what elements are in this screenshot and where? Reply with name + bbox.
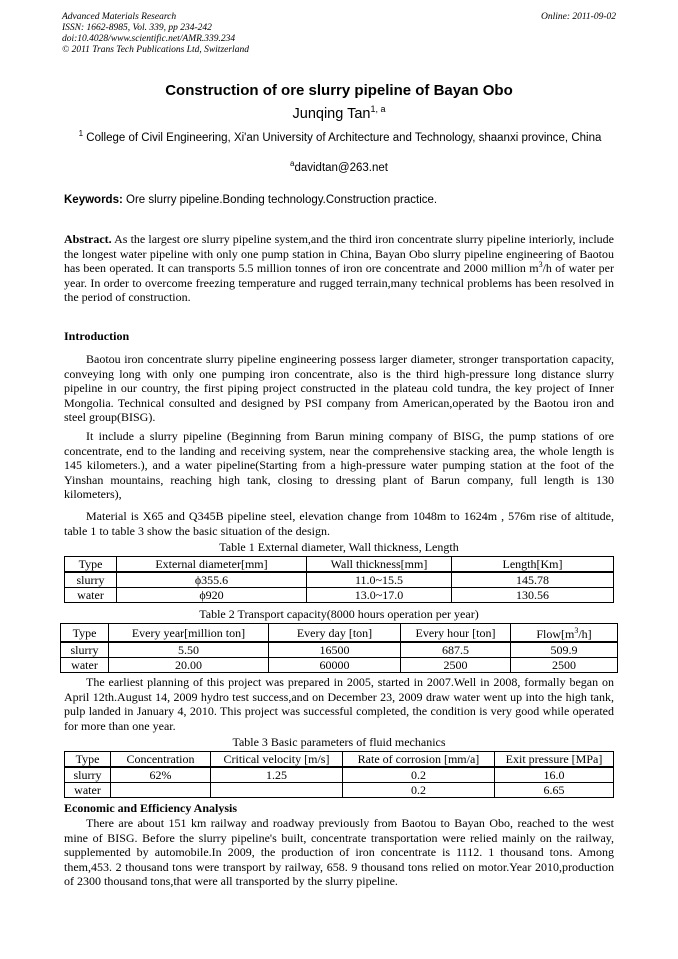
table-cell: 2500: [511, 658, 618, 673]
flow-header-superscript: 3: [574, 626, 579, 635]
keywords: [64, 194, 437, 206]
issn-line: ISSN: 1662-8985, Vol. 339, pp 234-242: [62, 23, 212, 33]
table-cell: 20.00: [109, 658, 269, 673]
table-row: [61, 642, 618, 658]
table1-header-cell: External diameter[mm]: [117, 557, 307, 573]
table2-header-cell: Every day [ton]: [269, 624, 401, 643]
table-cell: water: [61, 658, 109, 673]
table-row: [65, 783, 614, 798]
table1-header-cell: Type: [65, 557, 117, 573]
table-cell: 509.9: [511, 642, 618, 658]
keywords-label: Keywords:: [64, 194, 123, 206]
abstract-superscript: 3: [538, 260, 543, 270]
table3-header-cell: Type: [65, 752, 111, 768]
planning-paragraph: The earliest planning of this project was prepared in 2005, started in 2007.Well in 2008, formally began on April 12th.August 14, 2009 hydro test success,and on December 23, 2009 draw water went up into the high tank, pulp landed in January 4, 2010. This project was successful completed, the condition is very good while operated for more than one year.: [64, 675, 614, 733]
economic-heading: Economic and Efficiency Analysis: [64, 801, 238, 815]
table-row: [61, 658, 618, 673]
table2-header-cell: [511, 624, 618, 643]
table-cell: 687.5: [401, 642, 511, 658]
table-cell: 2500: [401, 658, 511, 673]
abstract: [64, 232, 614, 305]
affiliation-superscript: 1: [78, 129, 84, 138]
flow-header-text: Flow[m: [536, 627, 575, 641]
email-line: [0, 159, 678, 174]
table-cell: slurry: [65, 767, 111, 783]
table2-header-cell: Every year[million ton]: [109, 624, 269, 643]
table2-caption: Table 2 Transport capacity(8000 hours operation per year): [199, 607, 479, 621]
table-cell: 130.56: [452, 588, 614, 603]
table1-header-cell: Wall thickness[mm]: [307, 557, 452, 573]
table-cell: ϕ920: [117, 588, 307, 603]
table3-header-cell: Rate of corrosion [mm/a]: [343, 752, 495, 768]
table-cell: 145.78: [452, 572, 614, 588]
intro-paragraph-3: Material is X65 and Q345B pipeline steel, elevation change from 1048m to 1624m , 576m rise of altitude, table 1 to table 3 show the basic situation of the design.: [64, 509, 614, 538]
table2-header-row: [61, 624, 618, 643]
table2-header-cell: Type: [61, 624, 109, 643]
table1-header-cell: Length[Km]: [452, 557, 614, 573]
table1-caption: Table 1 External diameter, Wall thickness, Length: [219, 540, 459, 554]
email-superscript: a: [290, 159, 295, 168]
table-cell: ϕ355.6: [117, 572, 307, 588]
doi-line: doi:10.4028/www.scientific.net/AMR.339.234: [62, 34, 236, 44]
economic-paragraph: There are about 151 km railway and roadway previously from Baotou to Bayan Obo, reached to the west mine of BISG. Before the slurry pipeline's built, concentrate transportation were relied mainly on the railway, supplemented by automobile.In 2009, the production of iron concentrate is 1112. 1 thousand tons. Among them,453. 2 thousand tons were transport by railway, 658. 9 thousand tons relied on motor.Year 2010,production of 2300 thousand tons,that were all transported by the slurry pipeline.: [64, 816, 614, 889]
author-name: Junqing Tan: [292, 105, 371, 122]
table-cell: slurry: [65, 572, 117, 588]
abstract-text-a: As the largest ore slurry pipeline system,and the third iron concentrate slurry pipeline interiorly, include the longest water pipeline with only one pump station in China, Bayan Obo slurry pipeline engineering of Baotou has been operated. It can transports 5.5 million tonnes of iron ore concentrate and 2000 million m: [64, 232, 614, 276]
table3-caption: Table 3 Basic parameters of fluid mechanics: [232, 735, 446, 749]
abstract-label: Abstract.: [64, 232, 112, 246]
abstract-text-b: /h of water per year. In order to overcome freezing temperature and rugged terrain,many technical problems has been resolved in the period of construction.: [64, 261, 614, 305]
table-cell: [111, 783, 211, 798]
paper-title: Construction of ore slurry pipeline of Bayan Obo: [165, 82, 513, 99]
table-cell: water: [65, 588, 117, 603]
table2-header-cell: Every hour [ton]: [401, 624, 511, 643]
table-1: [64, 556, 614, 603]
table-cell: 1.25: [211, 767, 343, 783]
table3-header-cell: Exit pressure [MPa]: [495, 752, 614, 768]
intro-paragraph-1: Baotou iron concentrate slurry pipeline engineering possess larger diameter, stronger transportation capacity, conveying long with only one pumping iron concentrate, also is the third high-pressure long distance slurry pipeline in our country, the first piping project constructed in the plateau cold tundra, the key project of Inner Mongolia. Technical consulted and designed by PSI company from American,operated by the Baotou iron and steel group(BISG).: [64, 352, 614, 425]
online-date: Online: 2011-09-02: [540, 12, 616, 22]
author-email: davidtan@263.net: [294, 161, 388, 174]
table-cell: 0.2: [343, 783, 495, 798]
table1-header-row: [65, 557, 614, 573]
copyright-line: © 2011 Trans Tech Publications Ltd, Switzerland: [62, 45, 249, 55]
affiliation-text: College of Civil Engineering, Xi'an University of Architecture and Technology, shaanxi province, China: [86, 131, 602, 144]
table-cell: 62%: [111, 767, 211, 783]
introduction-heading: Introduction: [64, 329, 130, 343]
table3-header-row: [65, 752, 614, 768]
table3-header-cell: Critical velocity [m/s]: [211, 752, 343, 768]
author-superscript: 1, a: [370, 104, 386, 114]
author-line: [0, 104, 678, 122]
table-cell: 13.0~17.0: [307, 588, 452, 603]
table-cell: [211, 783, 343, 798]
table-row: [65, 572, 614, 588]
table-cell: 60000: [269, 658, 401, 673]
journal-name: Advanced Materials Research: [62, 12, 177, 22]
flow-header-unit: /h]: [578, 627, 592, 641]
table-cell: 0.2: [343, 767, 495, 783]
affiliation: [70, 127, 610, 145]
table-cell: 6.65: [495, 783, 614, 798]
table-cell: 5.50: [109, 642, 269, 658]
table-cell: slurry: [61, 642, 109, 658]
intro-paragraph-2: It include a slurry pipeline (Beginning from Barun mining company of BISG, the pump stations of ore concentrate, end to the landing and receiving system, near the comprehensive stacking area, the whole length is 145 kilometers.), and a water pipeline(Starting from a high-pressure water pumping station at the foot of the Yinshan mountains, reaching high tank, closing to dressing plant of Barun company, full length is 130 kilometers),: [64, 429, 614, 502]
table-cell: 16500: [269, 642, 401, 658]
table-row: [65, 767, 614, 783]
keywords-text: Ore slurry pipeline.Bonding technology.Construction practice.: [126, 194, 438, 206]
table-cell: water: [65, 783, 111, 798]
table-3: [64, 751, 614, 798]
table-2: [60, 623, 618, 673]
table3-header-cell: Concentration: [111, 752, 211, 768]
journal-header: [62, 12, 249, 56]
table-row: [65, 588, 614, 603]
table-cell: 11.0~15.5: [307, 572, 452, 588]
table-cell: 16.0: [495, 767, 614, 783]
